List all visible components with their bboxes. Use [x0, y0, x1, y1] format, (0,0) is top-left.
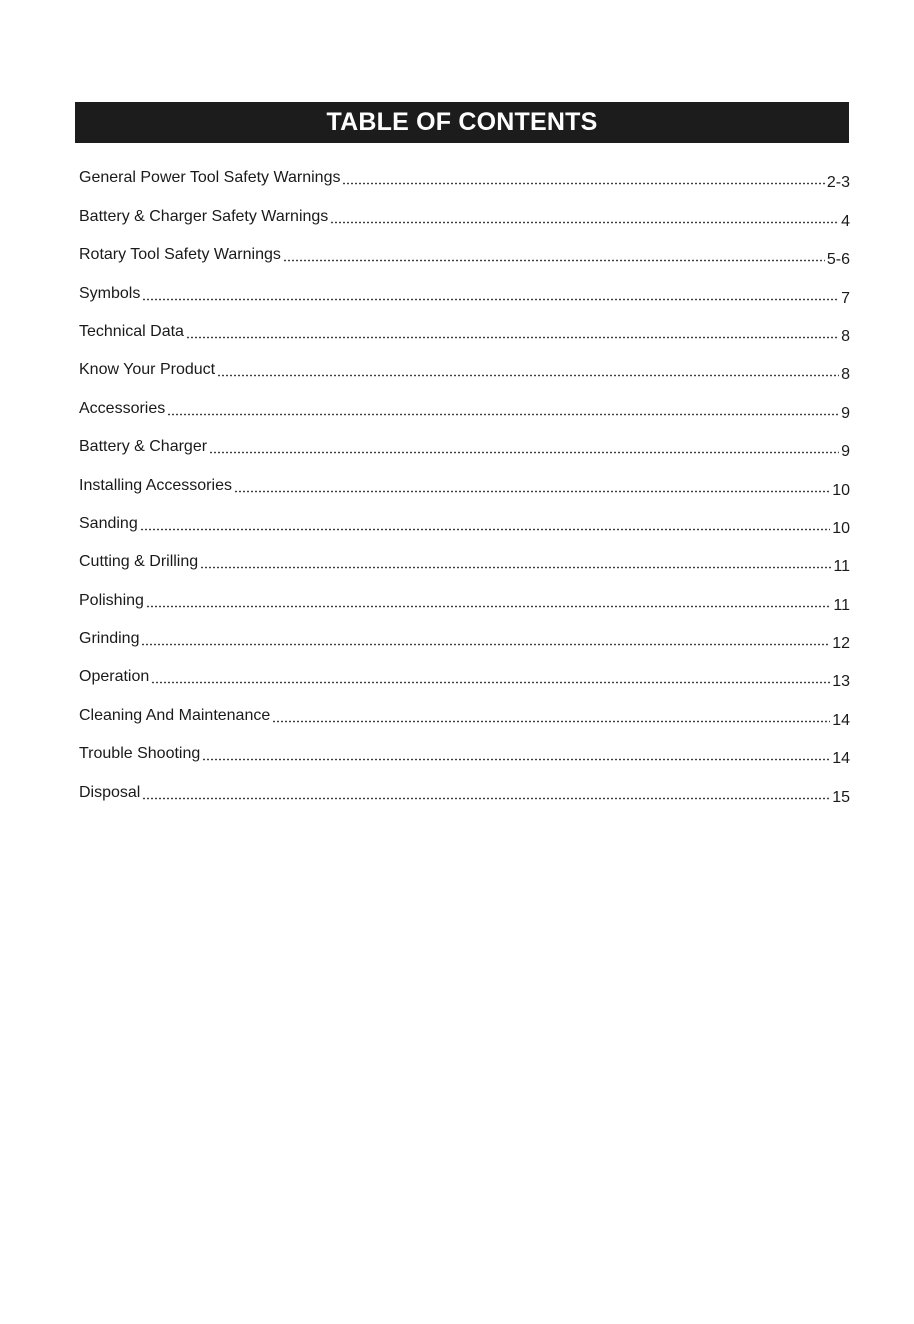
toc-entry-page: 4 [841, 212, 850, 230]
toc-entry-label: Cutting & Drilling [79, 553, 199, 571]
toc-entry-page: 14 [832, 750, 850, 768]
toc-dot-leader [234, 490, 830, 493]
toc-entry[interactable] [79, 237, 850, 275]
toc-entry[interactable] [79, 621, 850, 659]
toc-dot-leader [283, 259, 825, 262]
toc-entry-page: 12 [832, 635, 850, 653]
toc-entry-page: 11 [833, 596, 850, 614]
toc-header-bar [75, 102, 849, 143]
toc-entry-label: Battery & Charger Safety Warnings [79, 207, 329, 225]
toc-entry[interactable] [79, 736, 850, 774]
toc-dot-leader [209, 451, 839, 454]
toc-dot-leader [202, 758, 830, 761]
toc-entry[interactable] [79, 659, 850, 697]
toc-entry-page: 7 [841, 289, 850, 307]
toc-entry-label: Sanding [79, 514, 138, 532]
toc-entry-page: 10 [832, 481, 850, 499]
toc-entry-page: 5-6 [826, 251, 850, 269]
toc-entry[interactable] [79, 467, 850, 505]
toc-dot-leader [200, 566, 831, 569]
toc-entry[interactable] [79, 506, 850, 544]
toc-entry-label: Symbols [79, 284, 141, 302]
toc-entry-label: Grinding [79, 630, 140, 648]
toc-entry[interactable] [79, 429, 850, 467]
toc-dot-leader [167, 413, 839, 416]
toc-dot-leader [330, 221, 839, 224]
toc-dot-leader [140, 528, 830, 531]
toc-entry-page: 9 [841, 443, 850, 461]
toc-dot-leader [342, 182, 824, 185]
toc-entry-label: Know Your Product [79, 361, 216, 379]
toc-dot-leader [186, 336, 839, 339]
toc-entry-page: 8 [841, 327, 850, 345]
toc-entry-label: Trouble Shooting [79, 745, 201, 763]
toc-entry[interactable] [79, 275, 850, 313]
toc-entry[interactable] [79, 390, 850, 428]
toc-entry-label: Battery & Charger [79, 438, 208, 456]
toc-dot-leader [151, 681, 830, 684]
toc-entry-page: 13 [832, 673, 850, 691]
toc-entry[interactable] [79, 314, 850, 352]
toc-dot-leader [141, 643, 830, 646]
toc-entry-page: 15 [832, 788, 850, 806]
toc-entry[interactable] [79, 544, 850, 582]
toc-entry-label: Rotary Tool Safety Warnings [79, 246, 281, 264]
toc-entry[interactable] [79, 582, 850, 620]
toc-entry-label: Technical Data [79, 322, 184, 340]
toc-entry-page: 14 [832, 711, 850, 729]
toc-entry-label: Installing Accessories [79, 476, 232, 494]
toc-entry-label: Operation [79, 668, 150, 686]
toc-dot-leader [142, 797, 830, 800]
toc-dot-leader [272, 720, 830, 723]
toc-entry-label: Cleaning And Maintenance [79, 706, 271, 724]
toc-entry-page: 8 [841, 366, 850, 384]
toc-list [79, 160, 850, 813]
toc-entry[interactable] [79, 697, 850, 735]
toc-entry-page: 2-3 [826, 174, 850, 192]
toc-entry-label: Disposal [79, 783, 141, 801]
toc-entry-page: 10 [832, 519, 850, 537]
toc-entry-page: 9 [841, 404, 850, 422]
toc-entry-label: Accessories [79, 399, 166, 417]
toc-entry[interactable] [79, 352, 850, 390]
toc-entry[interactable] [79, 160, 850, 198]
toc-entry-label: General Power Tool Safety Warnings [79, 169, 341, 187]
toc-entry[interactable] [79, 198, 850, 236]
toc-dot-leader [146, 605, 831, 608]
toc-entry-page: 11 [833, 558, 850, 576]
toc-dot-leader [142, 298, 839, 301]
toc-dot-leader [217, 374, 839, 377]
toc-entry-label: Polishing [79, 591, 144, 609]
toc-title: TABLE OF CONTENTS [326, 108, 598, 136]
toc-entry[interactable] [79, 774, 850, 812]
